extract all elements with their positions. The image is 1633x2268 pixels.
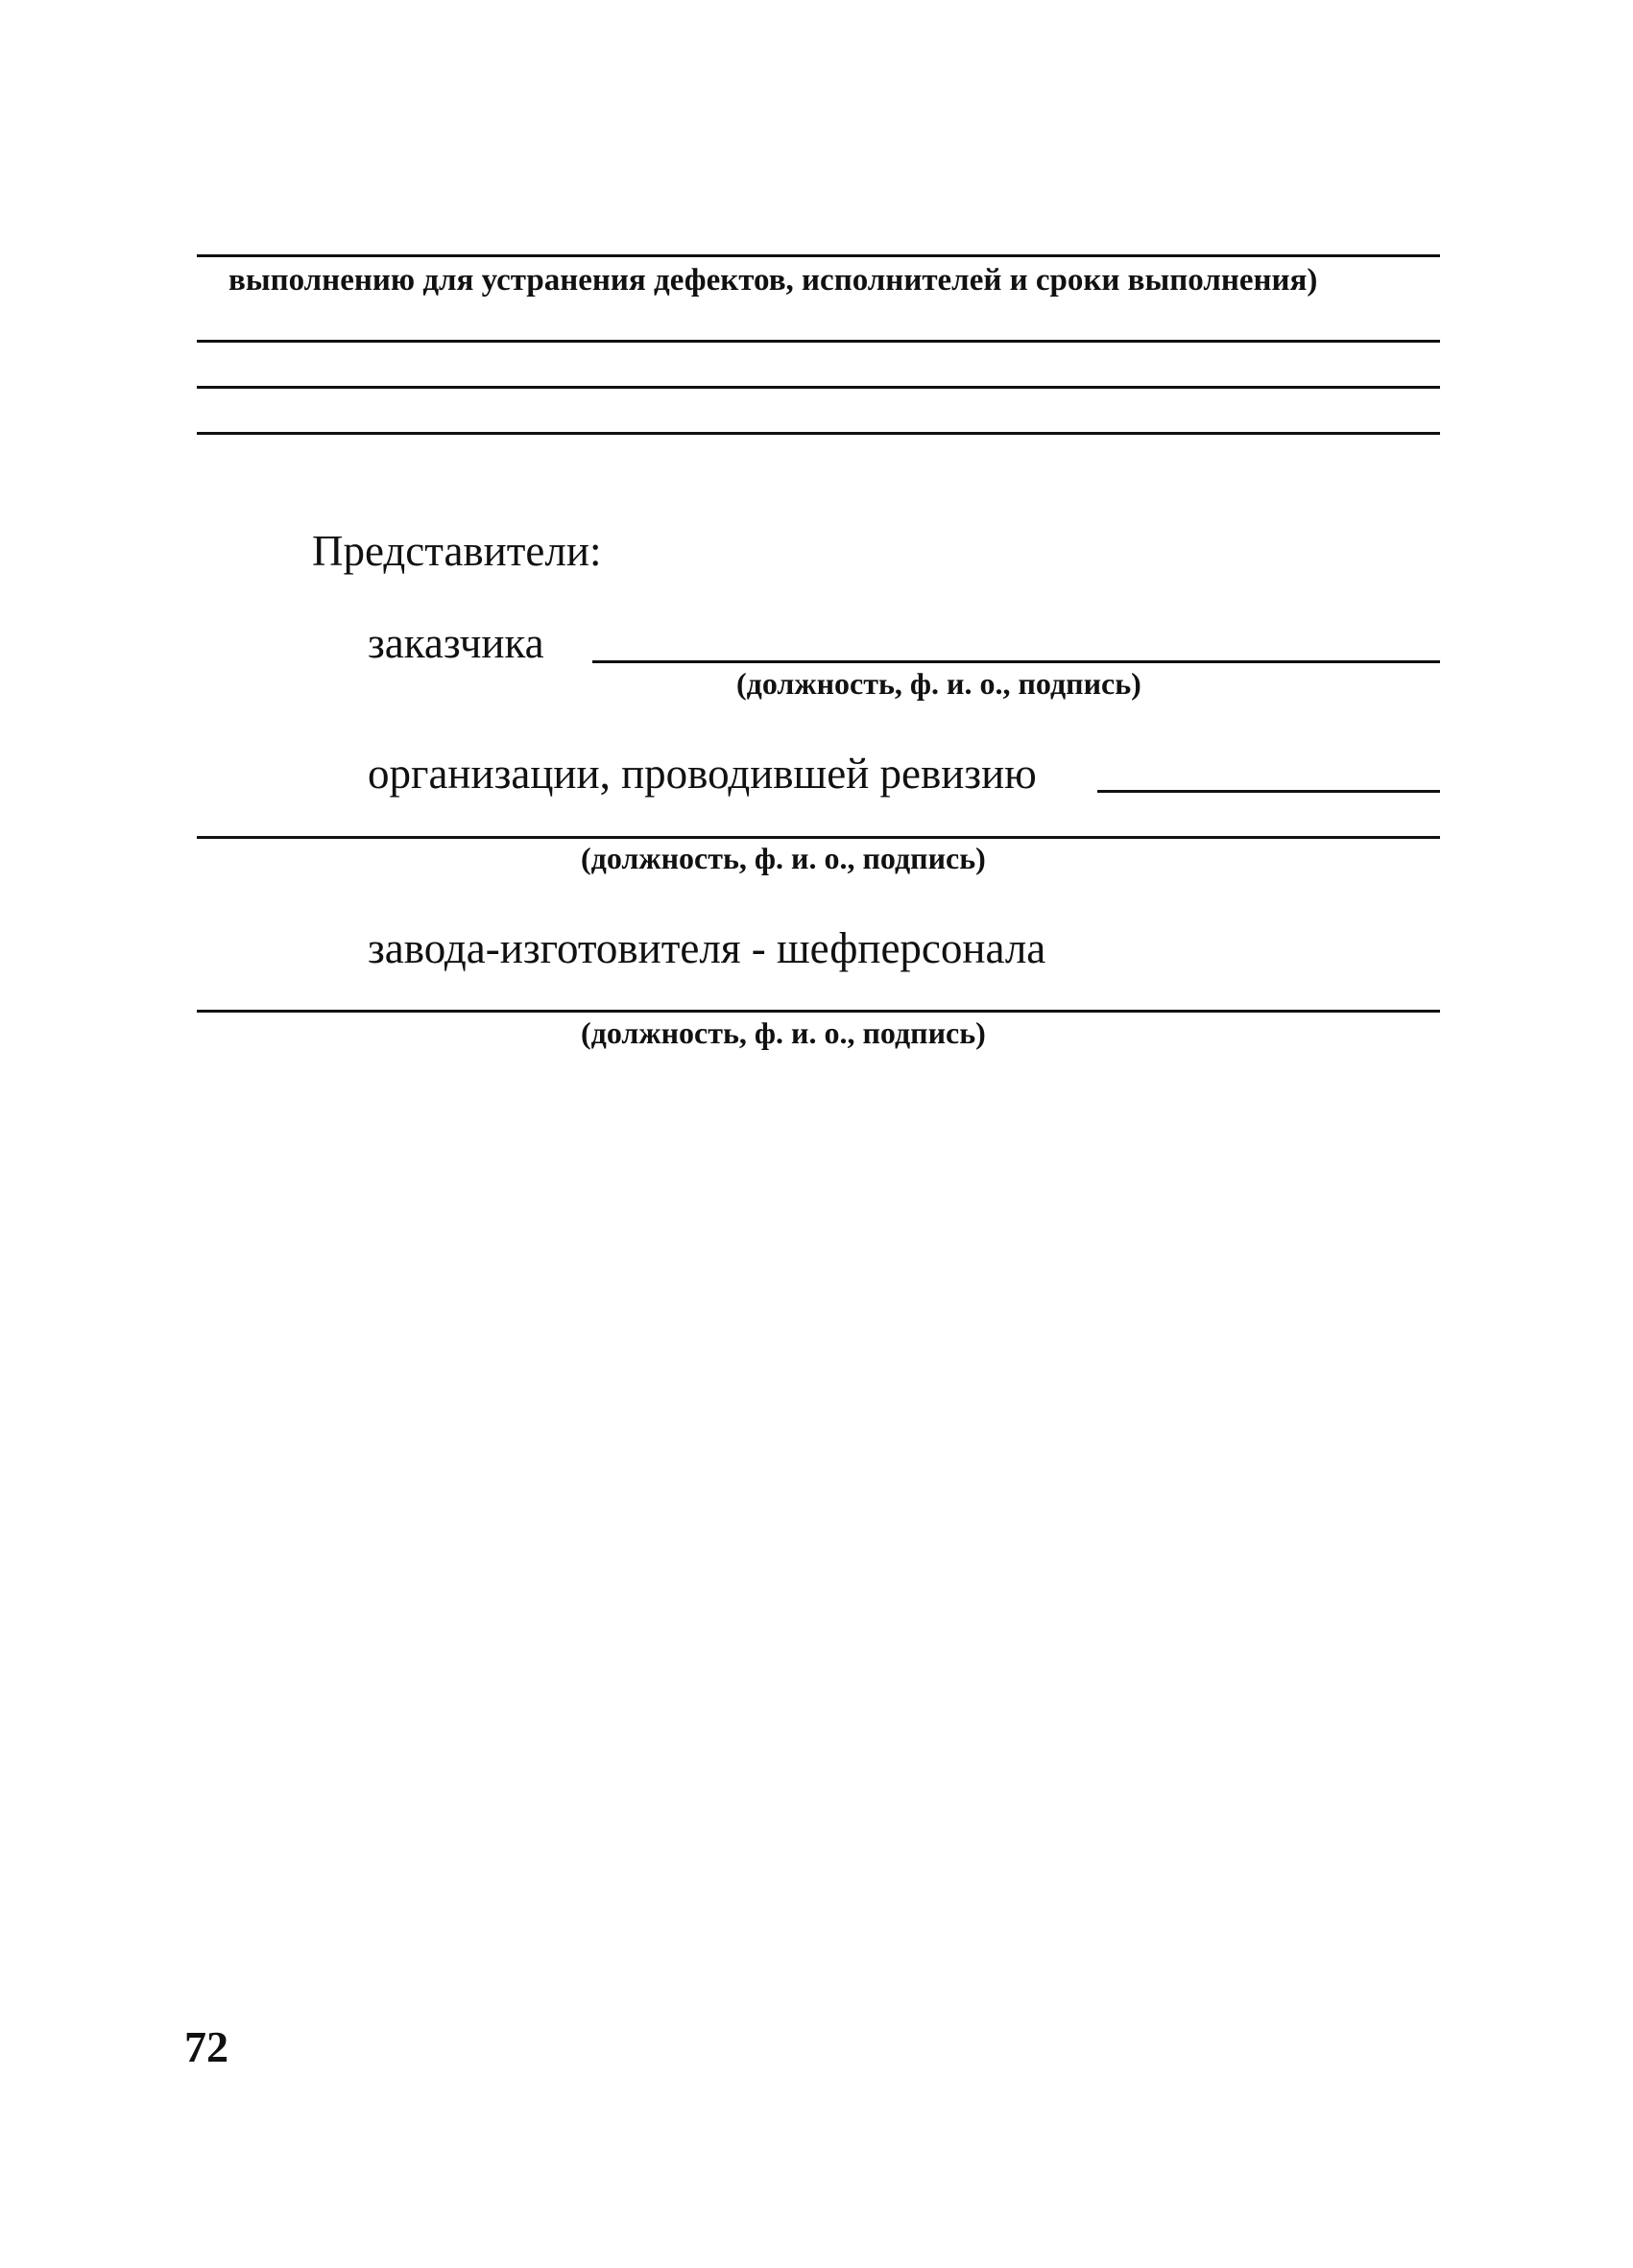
top-rule — [197, 254, 1440, 257]
page-number: 72 — [184, 2022, 228, 2071]
blank-line-3 — [197, 432, 1440, 435]
signatory-manufacturer-caption: (должность, ф. и. о., подпись) — [581, 1015, 986, 1050]
signatory-organization-caption: (должность, ф. и. о., подпись) — [581, 841, 986, 875]
signatory-customer-line — [592, 660, 1440, 663]
blank-line-1 — [197, 340, 1440, 343]
signatory-manufacturer-line — [197, 1010, 1440, 1013]
signatory-organization-inline-line — [1097, 790, 1440, 793]
top-caption: выполнению для устранения дефектов, исполнителей и сроки выполнения) — [228, 263, 1318, 298]
representatives-heading: Представители: — [312, 527, 602, 575]
signatory-customer-caption: (должность, ф. и. о., подпись) — [736, 666, 1141, 701]
signatory-manufacturer-label: завода-изготовителя - шефперсонала — [368, 924, 1046, 972]
signatory-organization-line — [197, 836, 1440, 839]
blank-line-2 — [197, 386, 1440, 389]
signatory-organization-label: организации, проводившей ревизию — [368, 750, 1037, 798]
signatory-customer-label: заказчика — [368, 619, 544, 667]
